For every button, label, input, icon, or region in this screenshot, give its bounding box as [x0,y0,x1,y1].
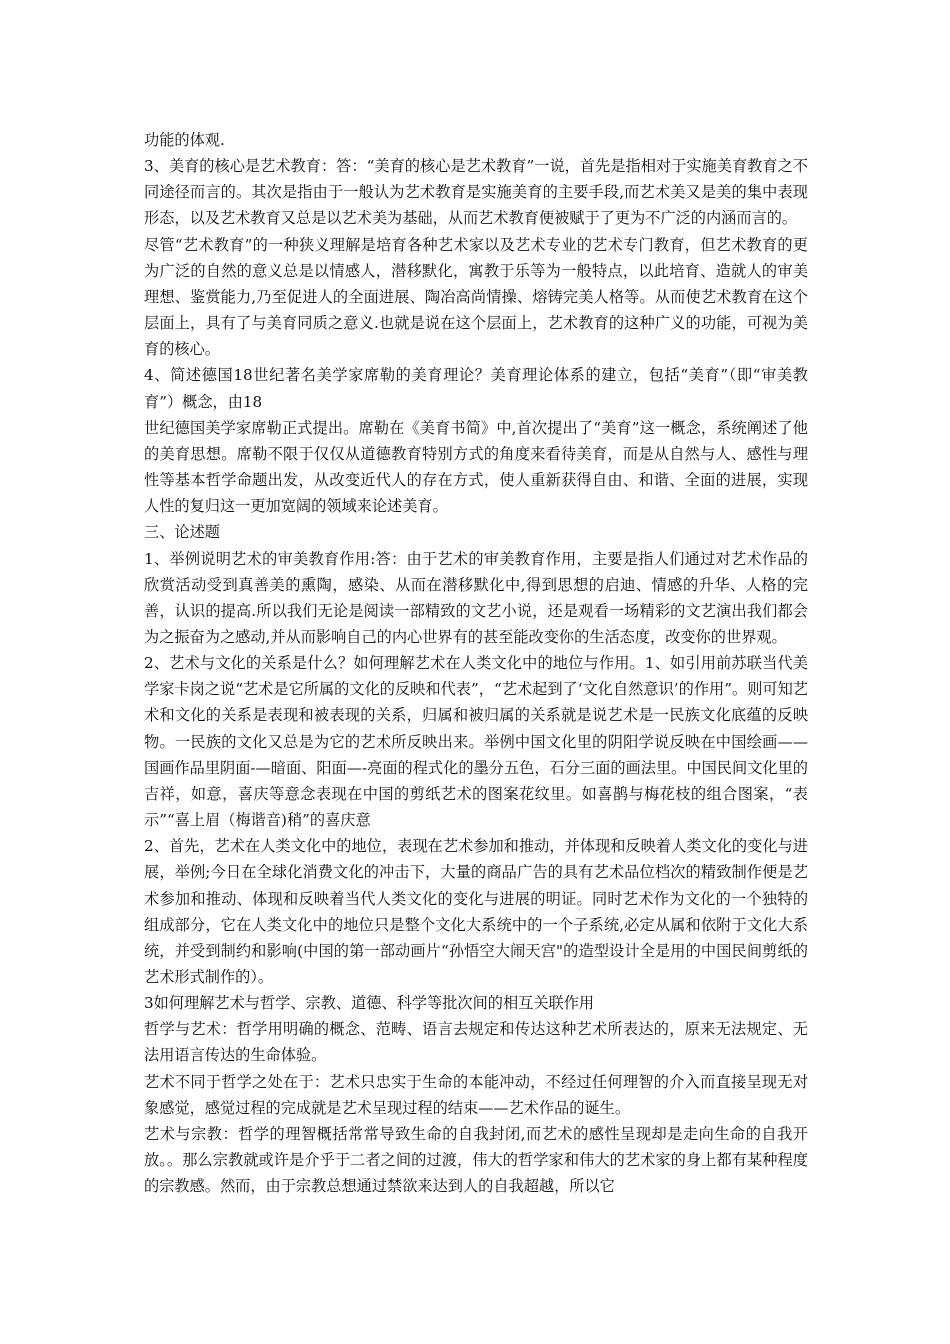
document-body [144,127,808,1199]
paragraph-schiller-question: 4、简述德国18世纪著名美学家席勒的美育理论？美育理论体系的建立，包括“美育”（即“审美教育”）概念，由18 [144,366,808,411]
paragraph-schiller-answer: 世纪德国美学家席勒正式提出。席勒在《美育书简》中,首次提出了“美育”这一概念，系统阐述了他的美育思想。席勒不限于仅仅从道德教育特别方式的角度来看待美育，而是从自然与人、感性与理性等基本哲学命题出发，从改变近代人的存在方式，使人重新获得自由、和谐、全面的进展，实现人性的复归这一更加宽阔的领域来论述美育。 [144,418,808,516]
paragraph-function-note: 功能的体观. [144,131,225,149]
section-heading-essay-questions: 三、论述题 [144,523,220,542]
paragraph-art-culture-status: 2、首先，艺术在人类文化中的地位，表现在艺术参加和推动，并体现和反映着人类文化的变化与进展，举例;今日在全球化消费文化的冲击下，大量的商品广告的具有艺术品位档次的精致制作便是艺术参加和推动、体现和反映着当代人类文化的变化与进展的明证。同时艺术作为文化的一个独特的组成部分，它在人类文化中的地位只是整个文化大系统中的一个子系统,必定从属和依附于文化大系统，并受到制约和影响(中国的第一部动画片“孙悟空大闹天宫"的造型设计全是用的中国民间剪纸的艺术形式制作的）。 [144,837,808,986]
paragraph-art-religion: 艺术与宗教：哲学的理智概括常常导致生命的自我封闭,而艺术的感性呈现却是走向生命的自我开放。。那么宗教就或许是介乎于二者之间的过渡，伟大的哲学家和伟大的艺术家的身上都有某种程度的宗教感。然而，由于宗教总想通过禁欲来达到人的自我超越，所以它 [144,1124,808,1196]
paragraph-aesthetic-function: 1、举例说明艺术的审美教育作用:答：由于艺术的审美教育作用，主要是指人们通过对艺术作品的欣赏活动受到真善美的熏陶，感染、从而在潜移默化中,得到思想的启迪、情感的升华、人格的完善，认识的提高.所以我们无论是阅读一部精致的文艺小说，还是观看一场精彩的文艺演出我们都会为之振奋为之感动,并从而影响自己的内心世界有的甚至能改变你的生活态度，改变你的世界观。 [144,549,808,646]
paragraph-interrelation-question: 3如何理解艺术与哲学、宗教、道德、科学等批次间的相互关联作用 [144,994,595,1013]
paragraph-aesthetic-core: 3、美育的核心是艺术教育：答：“美育的核心是艺术教育”一说，首先是指相对于实施美育教育之不同途径而言的。其次是指由于一般认为艺术教育是实施美育的主要手段,而艺术美又是美的集中表现形态，以及艺术教育又总是以艺术美为基础，从而艺术教育便被赋于了更为不广泛的内涵而言的。 [144,157,808,228]
paragraph-art-vs-philosophy: 艺术不同于哲学之处在于：艺术只忠实于生命的本能冲动，不经过任何理智的介入而直接呈现无对象感觉，感觉过程的完成就是艺术呈现过程的结束——艺术作品的诞生。 [144,1072,808,1117]
paragraph-art-education: 尽管“艺术教育”的一种狭义理解是培育各种艺术家以及艺术专业的艺术专门教育，但艺术教育的更为广泛的自然的意义总是以情感人，潜移默化，寓教于乐等为一般特点，以此培育、造就人的审美理想、鉴赏能力,乃至促进人的全面进展、陶冶高尚情操、熔铸完美人格等。从而使艺术教育在这个层面上，具有了与美育同质之意义.也就是说在这个层面上，艺术教育的这种广义的功能，可视为美育的核心。 [144,235,808,359]
paragraph-philosophy-art: 哲学与艺术：哲学用明确的概念、范畴、语言去规定和传达这种艺术所表达的，原来无法规定、无法用语言传达的生命体验。 [144,1020,808,1065]
paragraph-art-culture-relation: 2、艺术与文化的关系是什么？如何理解艺术在人类文化中的地位与作用。1、如引用前苏联当代美学家卡岗之说“艺术是它所属的文化的反映和代表”，“艺术起到了‘文化自然意识’的作用”。则可知艺术和文化的关系是表现和被表现的关系，归属和被归属的关系就是说艺术是一民族文化底蕴的反映物。一民族的文化又总是为它的艺术所反映出来。举例中国文化里的阴阳学说反映在中国绘画——国画作品里阴面-—暗面、阳面—-亮面的程式化的墨分五色，石分三面的画法里。中国民间文化里的吉祥，如意，喜庆等意念表现在中国的剪纸艺术的图案花纹里。如喜鹊与梅花枝的组合图案，“表示”“喜上眉（梅谐音)稍”的喜庆意 [144,654,808,830]
